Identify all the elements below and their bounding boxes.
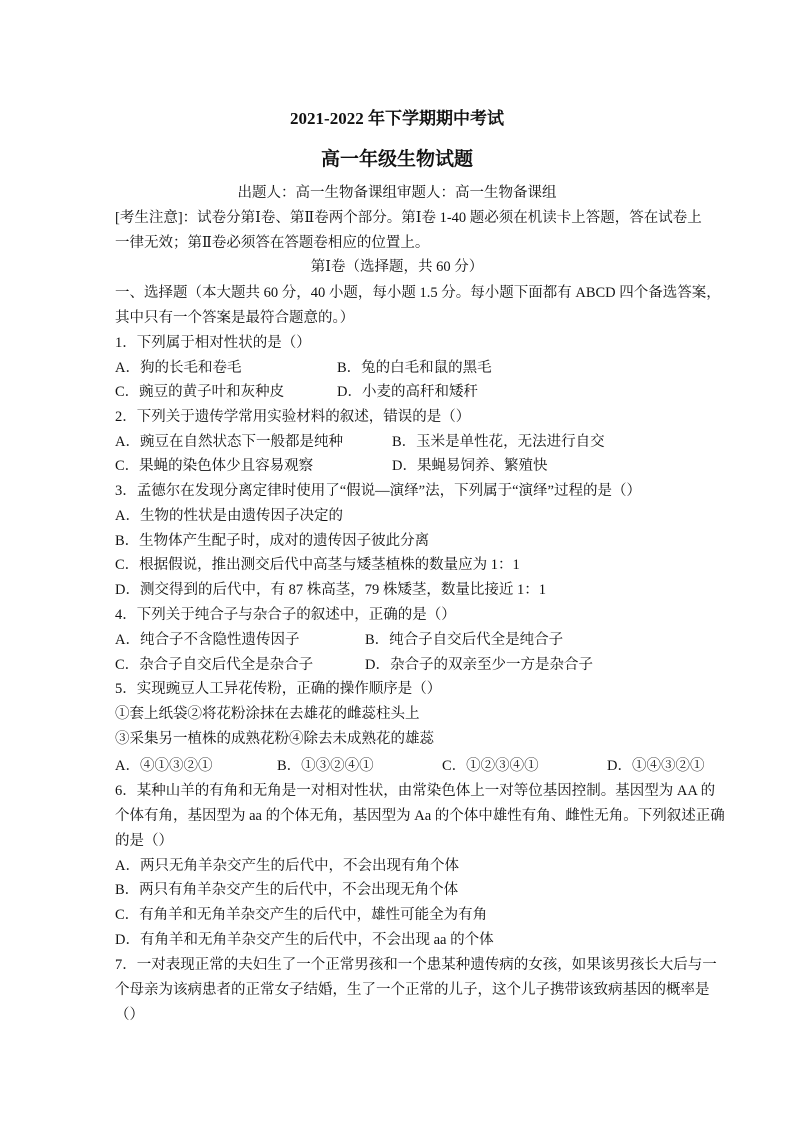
option-d: D．小麦的高秆和矮秆 (337, 384, 478, 400)
question-stem: 的是（） (115, 833, 173, 849)
option-a: A．狗的长毛和卷毛 (115, 360, 242, 376)
option-d: D．杂合子的双亲至少一方是杂合子 (365, 657, 593, 673)
option-a: A．生物的性状是由遗传因子决定的 (115, 508, 343, 524)
option-a: A．④①③②① (115, 758, 213, 774)
option-b: B．两只有角羊杂交产生的后代中，不会出现无角个体 (115, 882, 459, 898)
section-intro: 其中只有一个答案是最符合题意的。） (115, 310, 355, 326)
question-answer-blank: （） (115, 1007, 144, 1023)
option-b: B．纯合子自交后代全是纯合子 (365, 632, 564, 648)
question-stem: 1．下列属于相对性状的是（） (115, 335, 311, 351)
question-stem: 个体有角，基因型为 aa 的个体无角，基因型为 Aa 的个体中雄性有角、雌性无角。下列叙述正确 (115, 808, 725, 824)
authors-line: 出题人：高一生物备课组审题人：高一生物备课组 (237, 185, 557, 201)
option-c: C．根据假说，推出测交后代中高茎与矮茎植株的数量应为 1：1 (115, 557, 520, 573)
question-steps: ①套上纸袋②将花粉涂抹在去雄花的雌蕊柱头上 (115, 706, 420, 722)
question-stem: 7．一对表现正常的夫妇生了一个正常男孩和一个患某种遗传病的女孩，如果该男孩长大后与一 (115, 957, 717, 973)
question-steps: ③采集另一植株的成熟花粉④除去未成熟花的雄蕊 (115, 731, 434, 747)
option-a: A．两只无角羊杂交产生的后代中，不会出现有角个体 (115, 858, 459, 874)
exam-title: 2021-2022 年下学期期中考试 (290, 109, 504, 128)
section-intro: 一、选择题（本大题共 60 分，40 小题，每小题 1.5 分。每小题下面都有 ABCD 四个备选答案， (115, 285, 721, 301)
option-b: B．玉米是单性花，无法进行自交 (392, 434, 605, 450)
question-stem: 3．孟德尔在发现分离定律时使用了“假说—演绎”法，下列属于“演绎”过程的是（） (115, 483, 641, 499)
option-c: C．①②③④① (442, 758, 539, 774)
question-stem: 6．某种山羊的有角和无角是一对相对性状，由常染色体上一对等位基因控制。基因型为 AA 的 (115, 783, 716, 799)
question-stem: 5．实现豌豆人工异花传粉，正确的操作顺序是（） (115, 681, 442, 697)
option-b: B．兔的白毛和鼠的黑毛 (337, 360, 492, 376)
paper-title: 高一年级生物试题 (320, 149, 473, 170)
option-c: C．豌豆的黄子叶和灰种皮 (115, 384, 285, 400)
question-stem: 2．下列关于遗传学常用实验材料的叙述，错误的是（） (115, 409, 471, 425)
question-stem: 个母亲为该病患者的正常女子结婚，生了一个正常的儿子，这个儿子携带该致病基因的概率是 (115, 982, 710, 998)
question-stem: 4．下列关于纯合子与杂合子的叙述中，正确的是（） (115, 607, 456, 623)
option-c: C．果蝇的染色体少且容易观察 (115, 458, 314, 474)
option-a: A．纯合子不含隐性遗传因子 (115, 632, 300, 648)
option-d: D．测交得到的后代中，有 87 株高茎，79 株矮茎，数量比接近 1：1 (115, 582, 546, 598)
option-c: C．杂合子自交后代全是杂合子 (115, 657, 314, 673)
option-b: B．生物体产生配子时，成对的遗传因子彼此分离 (115, 533, 430, 549)
option-a: A．豌豆在自然状态下一般都是纯种 (115, 434, 343, 450)
notice-line: [考生注意]：试卷分第Ⅰ卷、第Ⅱ卷两个部分。第Ⅰ卷 1-40 题必须在机读卡上答题，答在试卷上 (115, 210, 702, 226)
option-d: D．果蝇易饲养、繁殖快 (392, 458, 548, 474)
option-b: B．①③②④① (277, 758, 374, 774)
notice-line: 一律无效；第Ⅱ卷必须答在答题卷相应的位置上。 (115, 235, 430, 251)
option-d: D．①④③②① (607, 758, 705, 774)
option-d: D．有角羊和无角羊杂交产生的后代中，不会出现 aa 的个体 (115, 932, 494, 948)
option-c: C．有角羊和无角羊杂交产生的后代中，雄性可能全为有角 (115, 907, 488, 923)
part1-title: 第Ⅰ卷（选择题，共 60 分） (310, 259, 484, 275)
